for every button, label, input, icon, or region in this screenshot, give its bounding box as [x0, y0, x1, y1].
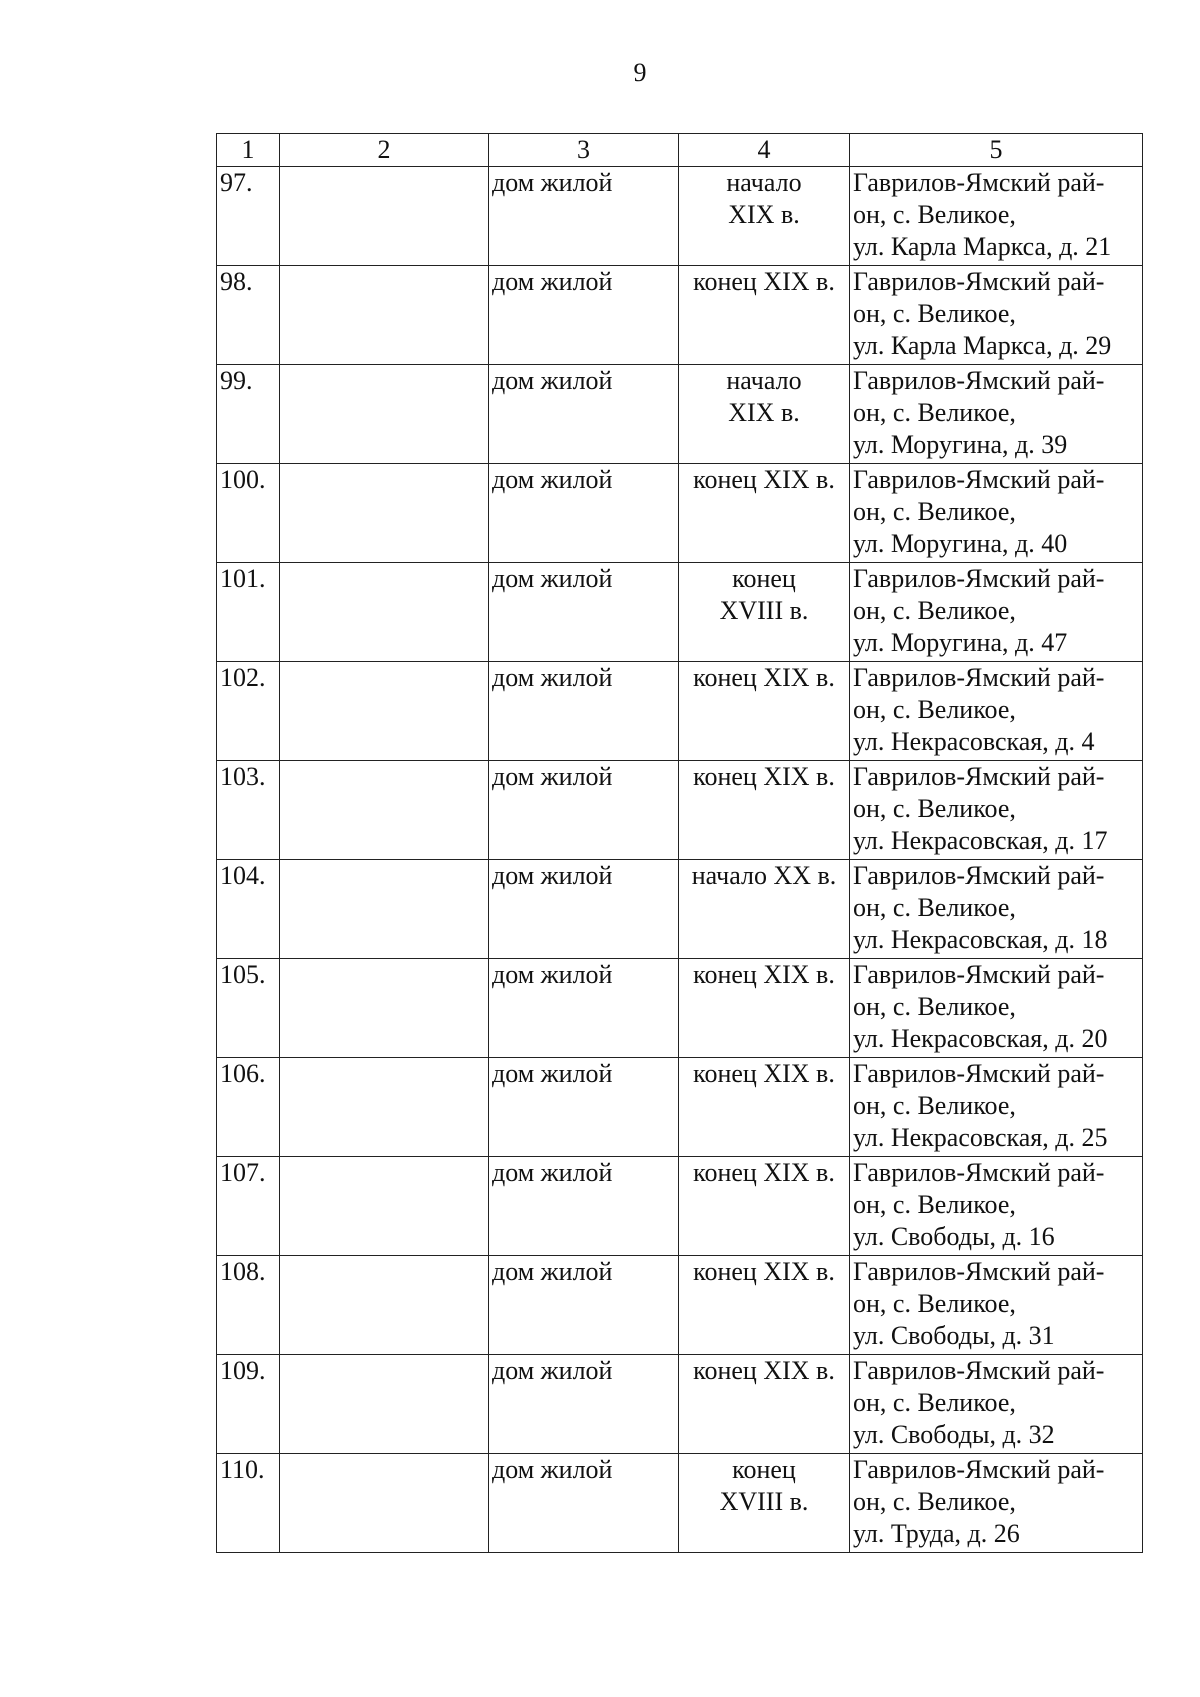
address-line: ул. Карла Маркса, д. 21	[853, 232, 1112, 261]
object-name: дом жилой	[489, 761, 679, 860]
object-date	[679, 662, 850, 761]
date-line: начало XX в.	[691, 861, 837, 890]
address-line: он, с. Великое,	[853, 695, 1016, 724]
object-address	[850, 464, 1143, 563]
object-address	[850, 1454, 1143, 1553]
date-line: начало	[726, 168, 802, 197]
address-line: Гаврилов-Ямский рай-	[853, 663, 1105, 692]
header-col-2: 2	[280, 134, 489, 167]
object-date	[679, 167, 850, 266]
object-date	[679, 860, 850, 959]
row-number: 100.	[217, 464, 280, 563]
object-address	[850, 266, 1143, 365]
row-number: 105.	[217, 959, 280, 1058]
date-line: XIX в.	[728, 398, 800, 427]
row-number: 104.	[217, 860, 280, 959]
object-address	[850, 1157, 1143, 1256]
date-line: конец XIX в.	[693, 663, 835, 692]
object-date	[679, 365, 850, 464]
header-row	[217, 134, 1143, 167]
table-row	[217, 266, 1143, 365]
header-col-1: 1	[217, 134, 280, 167]
object-name: дом жилой	[489, 464, 679, 563]
object-name: дом жилой	[489, 1355, 679, 1454]
table-row	[217, 662, 1143, 761]
date-line: конец XIX в.	[693, 1257, 835, 1286]
table-row	[217, 365, 1143, 464]
object-address	[850, 860, 1143, 959]
address-line: Гаврилов-Ямский рай-	[853, 465, 1105, 494]
row-number: 110.	[217, 1454, 280, 1553]
object-name: дом жилой	[489, 860, 679, 959]
address-line: он, с. Великое,	[853, 893, 1016, 922]
row-col-2	[280, 860, 489, 959]
address-line: ул. Некрасовская, д. 4	[853, 727, 1095, 756]
row-number: 98.	[217, 266, 280, 365]
address-line: Гаврилов-Ямский рай-	[853, 1257, 1105, 1286]
table-row	[217, 167, 1143, 266]
object-name: дом жилой	[489, 365, 679, 464]
object-date	[679, 959, 850, 1058]
row-col-2	[280, 1256, 489, 1355]
object-name: дом жилой	[489, 1157, 679, 1256]
address-line: Гаврилов-Ямский рай-	[853, 366, 1105, 395]
table-row	[217, 860, 1143, 959]
object-date	[679, 1454, 850, 1553]
address-line: он, с. Великое,	[853, 200, 1016, 229]
row-col-2	[280, 1058, 489, 1157]
heritage-table	[216, 133, 1143, 1553]
object-name: дом жилой	[489, 1256, 679, 1355]
object-name: дом жилой	[489, 266, 679, 365]
row-col-2	[280, 1355, 489, 1454]
object-address	[850, 563, 1143, 662]
object-date	[679, 1058, 850, 1157]
address-line: ул. Свободы, д. 31	[853, 1321, 1055, 1350]
object-address	[850, 1058, 1143, 1157]
table-body	[217, 167, 1143, 1553]
address-line: он, с. Великое,	[853, 299, 1016, 328]
address-line: Гаврилов-Ямский рай-	[853, 1158, 1105, 1187]
row-number: 101.	[217, 563, 280, 662]
date-line: конец	[732, 1455, 796, 1484]
table-row	[217, 1256, 1143, 1355]
object-address	[850, 167, 1143, 266]
row-col-2	[280, 266, 489, 365]
table-row	[217, 761, 1143, 860]
date-line: начало	[726, 366, 802, 395]
object-date	[679, 1355, 850, 1454]
address-line: он, с. Великое,	[853, 398, 1016, 427]
address-line: он, с. Великое,	[853, 992, 1016, 1021]
row-number: 97.	[217, 167, 280, 266]
address-line: ул. Моругина, д. 40	[853, 529, 1068, 558]
address-line: Гаврилов-Ямский рай-	[853, 168, 1105, 197]
object-date	[679, 1157, 850, 1256]
header-col-5: 5	[850, 134, 1143, 167]
row-number: 108.	[217, 1256, 280, 1355]
date-line: конец	[732, 564, 796, 593]
address-line: ул. Карла Маркса, д. 29	[853, 331, 1112, 360]
address-line: Гаврилов-Ямский рай-	[853, 1455, 1105, 1484]
object-address	[850, 761, 1143, 860]
date-line: конец XIX в.	[693, 1158, 835, 1187]
date-line: XVIII в.	[719, 596, 809, 625]
address-line: Гаврилов-Ямский рай-	[853, 1059, 1105, 1088]
header-col-3: 3	[489, 134, 679, 167]
object-name: дом жилой	[489, 563, 679, 662]
address-line: Гаврилов-Ямский рай-	[853, 861, 1105, 890]
address-line: он, с. Великое,	[853, 1388, 1016, 1417]
address-line: он, с. Великое,	[853, 1190, 1016, 1219]
object-name: дом жилой	[489, 662, 679, 761]
address-line: ул. Некрасовская, д. 17	[853, 826, 1108, 855]
row-number: 99.	[217, 365, 280, 464]
address-line: Гаврилов-Ямский рай-	[853, 960, 1105, 989]
table-row	[217, 464, 1143, 563]
row-number: 107.	[217, 1157, 280, 1256]
object-date	[679, 266, 850, 365]
address-line: Гаврилов-Ямский рай-	[853, 762, 1105, 791]
address-line: ул. Труда, д. 26	[853, 1519, 1020, 1548]
page-number: 9	[633, 58, 647, 87]
object-name: дом жилой	[489, 1058, 679, 1157]
address-line: ул. Свободы, д. 32	[853, 1420, 1055, 1449]
row-number: 109.	[217, 1355, 280, 1454]
row-col-2	[280, 1157, 489, 1256]
row-col-2	[280, 662, 489, 761]
date-line: XIX в.	[728, 200, 800, 229]
address-line: он, с. Великое,	[853, 794, 1016, 823]
object-address	[850, 662, 1143, 761]
date-line: конец XIX в.	[693, 960, 835, 989]
date-line: конец XIX в.	[693, 762, 835, 791]
address-line: он, с. Великое,	[853, 1487, 1016, 1516]
address-line: ул. Некрасовская, д. 18	[853, 925, 1108, 954]
object-date	[679, 464, 850, 563]
address-line: ул. Свободы, д. 16	[853, 1222, 1055, 1251]
date-line: конец XIX в.	[693, 267, 835, 296]
table-row	[217, 563, 1143, 662]
object-date	[679, 1256, 850, 1355]
row-number: 106.	[217, 1058, 280, 1157]
row-col-2	[280, 365, 489, 464]
object-address	[850, 959, 1143, 1058]
object-address	[850, 1256, 1143, 1355]
address-line: он, с. Великое,	[853, 1091, 1016, 1120]
object-address	[850, 1355, 1143, 1454]
date-line: конец XIX в.	[693, 1356, 835, 1385]
address-line: Гаврилов-Ямский рай-	[853, 564, 1105, 593]
address-line: ул. Некрасовская, д. 25	[853, 1123, 1108, 1152]
header-col-4: 4	[679, 134, 850, 167]
object-name: дом жилой	[489, 959, 679, 1058]
table-row	[217, 1454, 1143, 1553]
address-line: ул. Моругина, д. 47	[853, 628, 1068, 657]
date-line: XVIII в.	[719, 1487, 809, 1516]
address-line: Гаврилов-Ямский рай-	[853, 267, 1105, 296]
table-row	[217, 1355, 1143, 1454]
table-row	[217, 1058, 1143, 1157]
table-row	[217, 959, 1143, 1058]
row-col-2	[280, 959, 489, 1058]
object-name: дом жилой	[489, 167, 679, 266]
address-line: он, с. Великое,	[853, 1289, 1016, 1318]
row-number: 103.	[217, 761, 280, 860]
row-col-2	[280, 761, 489, 860]
row-col-2	[280, 464, 489, 563]
address-line: ул. Некрасовская, д. 20	[853, 1024, 1108, 1053]
address-line: он, с. Великое,	[853, 497, 1016, 526]
object-name: дом жилой	[489, 1454, 679, 1553]
table-header	[217, 134, 1143, 167]
address-line: Гаврилов-Ямский рай-	[853, 1356, 1105, 1385]
object-date	[679, 761, 850, 860]
date-line: конец XIX в.	[693, 465, 835, 494]
table-row	[217, 1157, 1143, 1256]
row-col-2	[280, 1454, 489, 1553]
object-date	[679, 563, 850, 662]
row-col-2	[280, 167, 489, 266]
address-line: он, с. Великое,	[853, 596, 1016, 625]
row-number: 102.	[217, 662, 280, 761]
address-line: ул. Моругина, д. 39	[853, 430, 1068, 459]
object-address	[850, 365, 1143, 464]
date-line: конец XIX в.	[693, 1059, 835, 1088]
row-col-2	[280, 563, 489, 662]
